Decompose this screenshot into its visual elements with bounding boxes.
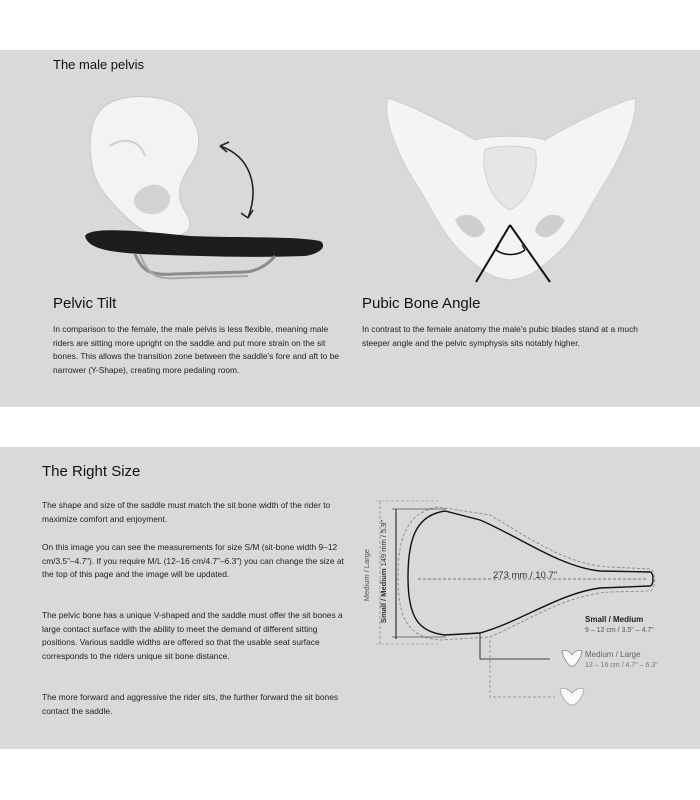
right-size-section [0,447,700,749]
pelvic-tilt-text: In comparison to the female, the male pelvis is less flexible, meaning male riders are sitting more upright on the saddle and put more strain on the sit bones. This allows the transition zone between the saddle’s fore and aft to be narrower (Y-Shape), creating more pedaling room. [53,324,340,375]
saddle-width-ml-label: Medium / Large [362,548,371,602]
pelvic-tilt-title: Pelvic Tilt [53,295,117,312]
saddle-width-sm-value: 149 mm / 5.9" [379,519,388,569]
saddle-width-sm-size: Small / Medium [379,568,388,624]
saddle-width-sm-label [379,504,388,639]
saddle-length-label: 273 mm / 10.7" [493,570,558,581]
saddle-dimension-diagram [350,487,680,722]
right-size-paragraph-2: On this image you can see the measurements for size S/M (sit-bone width 9–12 cm/3.5”–4.7”). If you require M/L (12–16 cm/4.7”–6.3”) you can change the size at the top of this page and the image will be updated. [42,542,344,579]
pubic-bone-angle-title: Pubic Bone Angle [362,295,481,312]
male-pelvis-heading: The male pelvis [53,57,145,72]
right-size-paragraph-4: The more forward and aggressive the rider sits, the further forward the sit bones contact the saddle. [42,692,339,716]
right-size-paragraph-3: The pelvic bone has a unique V-shaped and the saddle must offer the sit bones a large contact surface with the ability to meet the demand of different sitting positions. Various saddle widths are offered so that the usable seat surface corresponds to the riders unique sit bone distance. [42,610,343,661]
right-size-heading: The Right Size [42,463,141,480]
pelvic-tilt-illustration [80,86,340,286]
pubic-bone-angle-text: In contrast to the female anatomy the male’s pubic blades stand at a much steeper angle and the pelvic symphysis sits notably higher. [362,324,638,348]
male-pelvis-section [0,50,700,407]
pelvis-medium-icon [560,688,584,705]
pubic-bone-angle-illustration [380,90,640,290]
legend-small-medium-range: 9 – 12 cm / 3.5" – 4.7" [585,627,654,634]
legend-small-medium-title: Small / Medium [585,615,644,624]
pelvis-small-icon [562,650,582,666]
legend-medium-large-range: 12 – 16 cm / 4.7" – 6.3" [585,662,658,669]
right-size-paragraph-1: The shape and size of the saddle must match the sit bone width of the rider to maximize comfort and enjoyment. [42,500,331,524]
legend-medium-large-title: Medium / Large [585,650,641,659]
